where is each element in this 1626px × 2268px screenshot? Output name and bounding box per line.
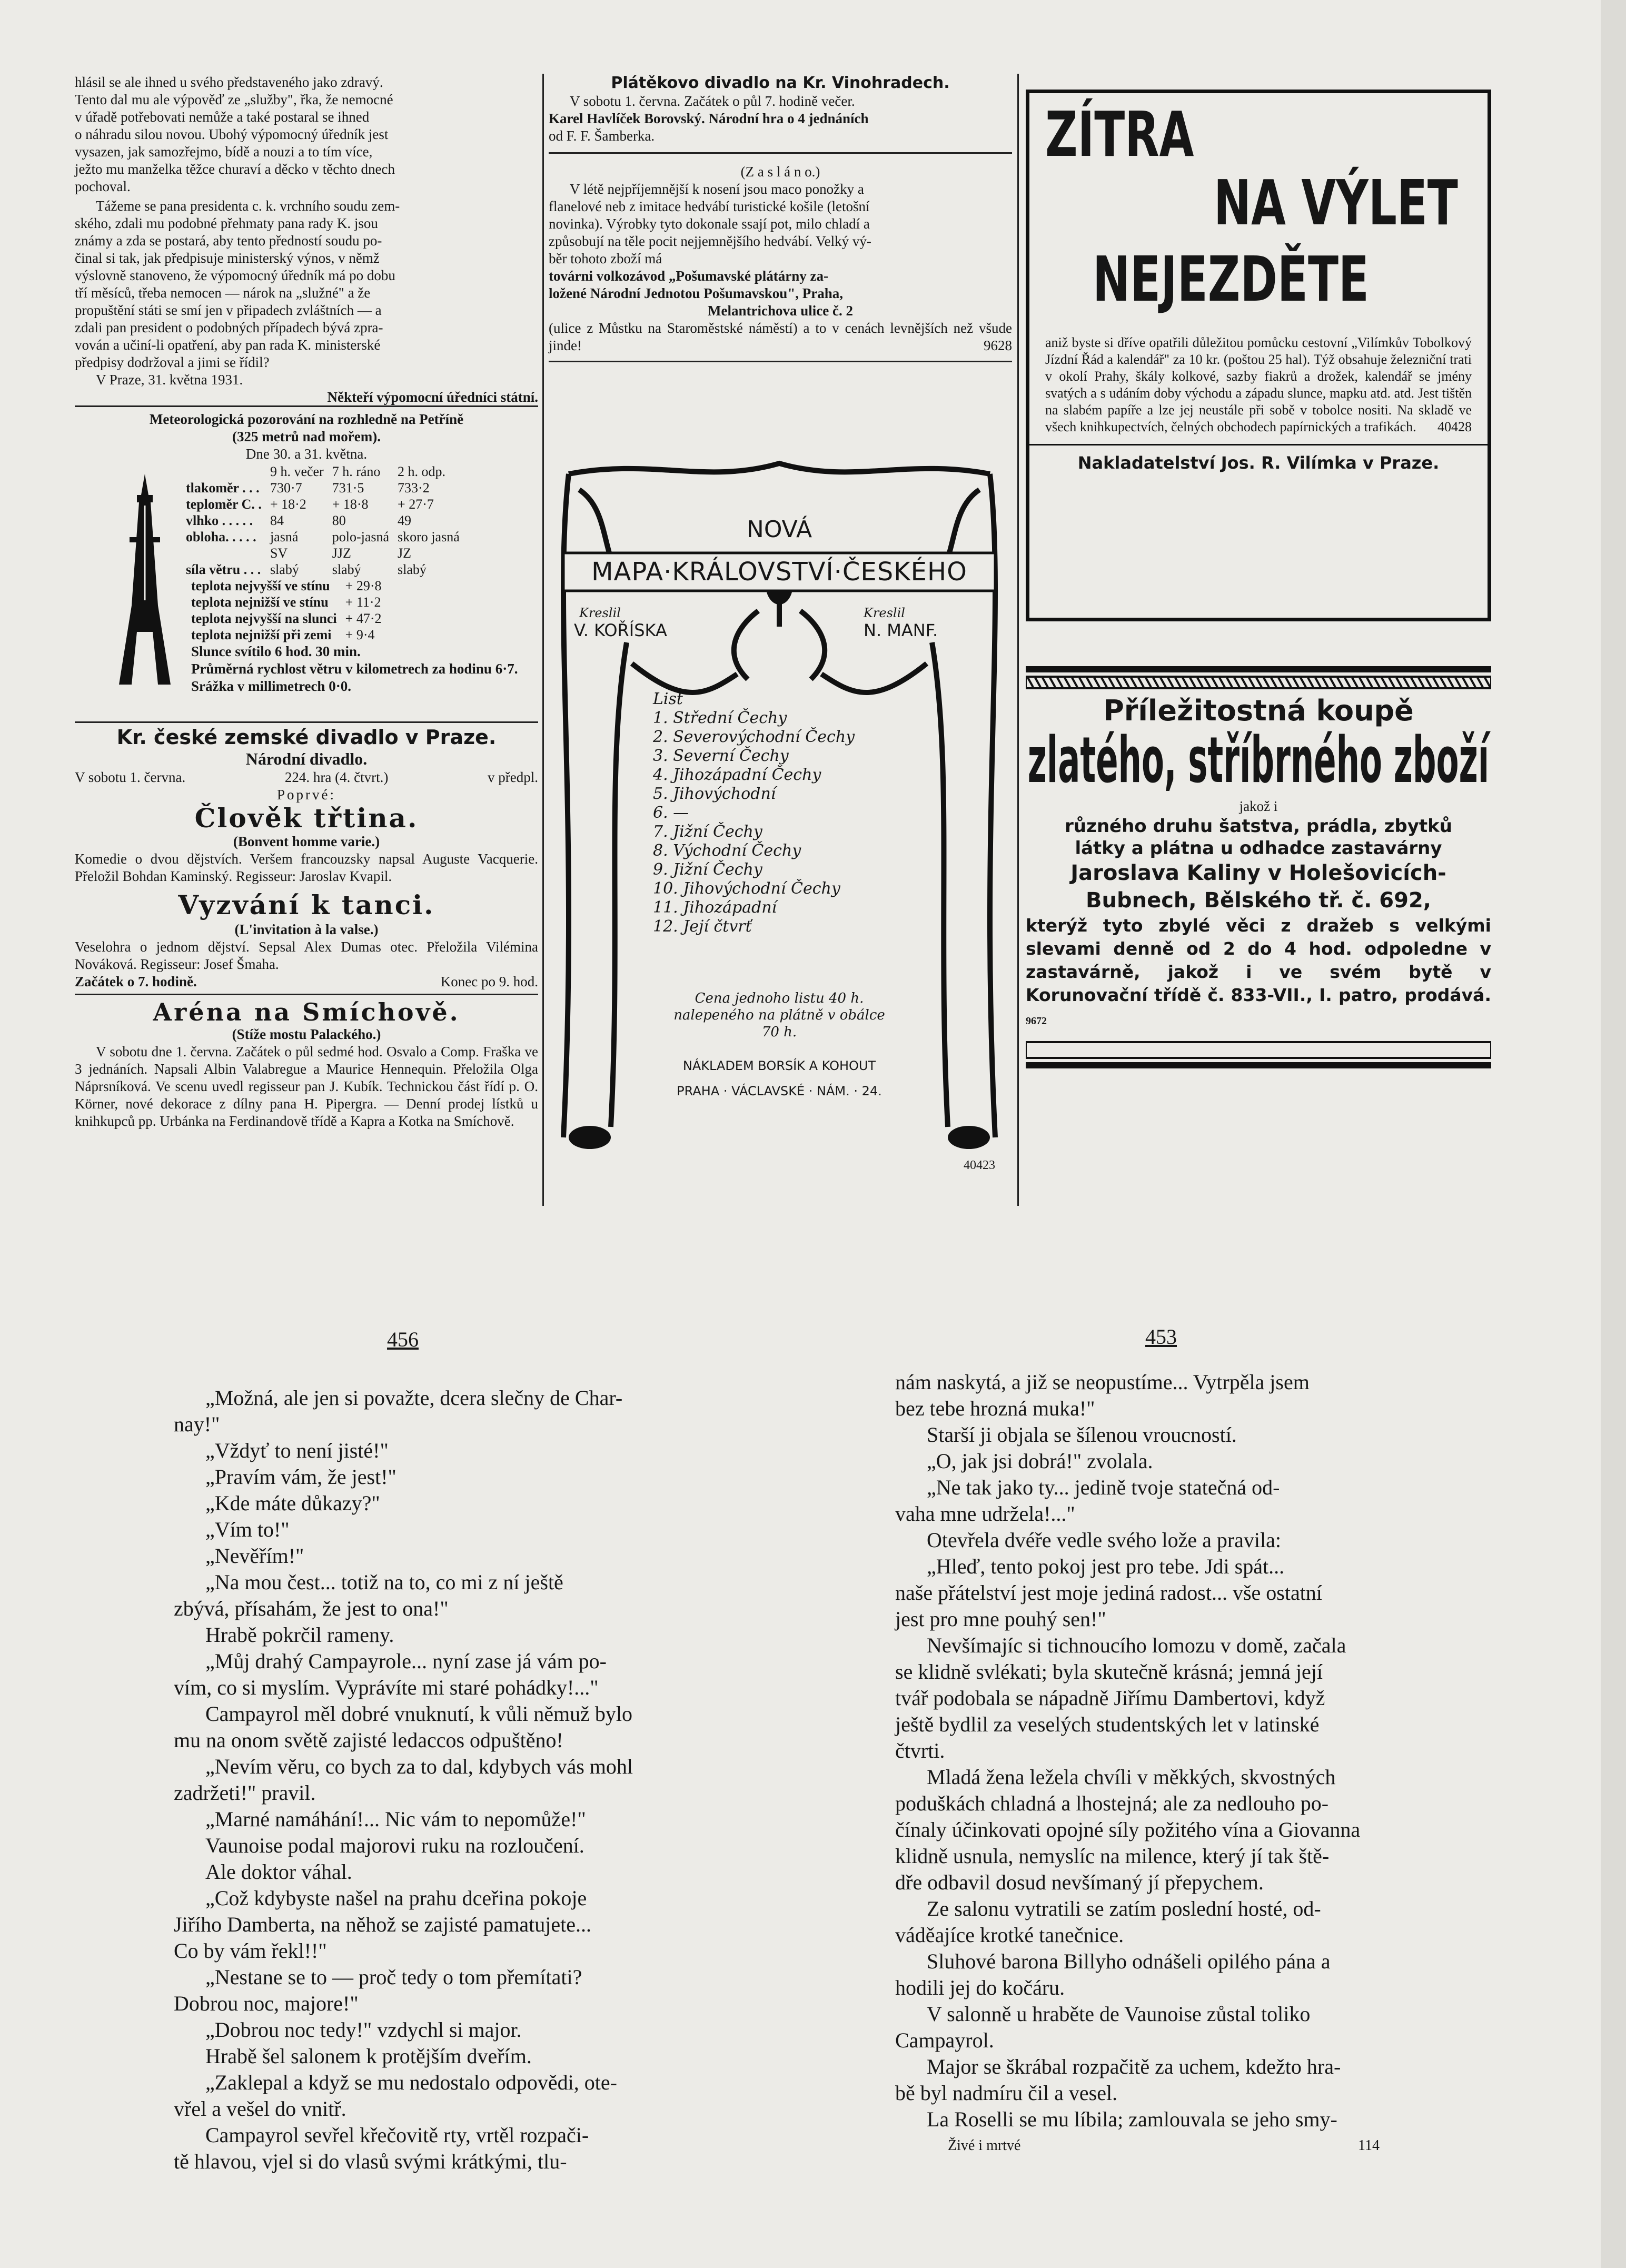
text-line: „Což kdybyste našel na prahu dceřina pokoje	[205, 1886, 587, 1910]
map-advertisement	[548, 453, 1011, 1185]
table-row	[182, 545, 464, 561]
text-line: V sobotu 1. června. Začátek o půl 7. hodině večer.	[570, 93, 855, 109]
ad-jakoz: jakož i	[1239, 798, 1278, 814]
text-line: zadržeti!" pravil.	[174, 1781, 316, 1805]
cell: skoro jasná	[398, 529, 460, 544]
cell: 731·5	[332, 480, 364, 496]
divider	[75, 994, 538, 995]
text-line: poduškách chladná a lhostejná; ale za nedlouho po-	[895, 1791, 1329, 1815]
cell: obloha. . . . .	[186, 529, 256, 544]
text-line: Hrabě šel salonem k protějším dveřím.	[205, 2044, 532, 2068]
text-line: ložené Národní Jednotou Pošumavskou", Praha,	[549, 285, 844, 301]
text-line: Mladá žena ležela chvíli v měkkých, skvostných	[927, 1765, 1336, 1789]
divider	[75, 405, 538, 407]
play1-description: Komedie o dvou dějstvích. Veršem francouzsky napsal Auguste Vacquerie. Přeložil Bohdan Kaminský. Regisseur: Jaroslav Kvapil.	[75, 851, 538, 884]
ad-body	[1026, 914, 1491, 1033]
text-line: tvář podobala se nápadně Jiřímu Dambertovi, když	[895, 1686, 1325, 1710]
list-item: 10. Jihovýchodní Čechy	[653, 879, 840, 898]
ad-code: 40423	[964, 1158, 995, 1172]
divider	[1029, 444, 1488, 445]
text-line: činal si tak, jak předpisuje ministerský výnos, v němž	[75, 250, 380, 266]
meteo-rain: Srážka v millimetrech 0·0.	[191, 678, 351, 694]
text-line: „Možná, ale jen si považte, dcera slečny de Char-	[205, 1386, 623, 1410]
second-paragraph	[75, 197, 538, 371]
price-line: 70 h.	[761, 1024, 797, 1040]
zaslano-label: (Z a s l á n o.)	[740, 164, 820, 180]
cell: 49	[398, 513, 412, 528]
text-line: známy a zda se postará, aby tento předností soudu po-	[75, 233, 382, 249]
table-row	[187, 610, 385, 627]
text-line: „Marné namáhání!... Nic vám to nepomůže!"	[205, 1807, 586, 1831]
table-row	[182, 480, 464, 496]
ad-headline-1: ZÍTRA	[1045, 98, 1194, 171]
text-line: o náhradu silou novou. Ubohý výpomocný úředník jest	[75, 126, 389, 142]
cell: slabý	[332, 562, 361, 577]
table-row	[182, 496, 464, 512]
cell: + 18·2	[270, 497, 306, 512]
meteo-title: Meteorologická pozorování na rozhledně na Petříně	[149, 411, 464, 427]
text-line: Dobrou noc, majore!"	[174, 1992, 359, 2015]
text-line: Co by vám řekl!!"	[174, 1939, 327, 1963]
text-line: vím, co si myslím. Vyprávíte mi staré pohádky!..."	[174, 1676, 599, 1699]
dateline: V Praze, 31. května 1931.	[96, 372, 243, 388]
text-line: Starší ji objala se šílenou vroucností.	[927, 1423, 1237, 1447]
arena-description: V sobotu dne 1. června. Začátek o půl sedmé hod. Osvalo a Comp. Fraška ve 3 jednáních. Napsali Albin Valabregue a Maurice Hennequin. Přeložila Olga Náprsníková. Ve scenu uvedl regisseur pan J. Kubík. Technickou část řídí p. O. Körner, nové dekorace z dílny pana H. Pipergra. — Denní prodej lístků u knihkupců pp. Urbánka na Ferdinandově třídě a Kapra a Kotka na Smíchově.	[75, 1044, 538, 1129]
cell: teplota nejnižší ve stínu	[191, 595, 329, 610]
text-line: Tážeme se pana presidenta c. k. vrchního soudu zem-	[96, 198, 400, 214]
text-line: váděajíce krotké tanečnice.	[895, 1923, 1124, 1947]
text-line: klidně usnula, nemyslíc na milence, který jí tak ště-	[895, 1844, 1330, 1868]
text-line: vysazen, jak samozřejmo, bídě a nouzi a to tím více,	[75, 144, 373, 160]
divider	[75, 721, 538, 723]
theatre-heading: Kr. české zemské divadlo v Praze.	[116, 726, 497, 749]
text-line: „Kde máte důkazy?"	[205, 1491, 380, 1515]
meteo-table-wrap	[182, 463, 539, 695]
text-line: naše přátelství jest moje jediná radost... vše ostatní	[895, 1581, 1322, 1605]
right-book-page	[895, 1369, 1443, 2159]
date: V sobotu 1. června.	[75, 769, 186, 785]
cell: JJZ	[332, 546, 351, 561]
theatre-date-line	[75, 769, 538, 786]
cell: 733·2	[398, 480, 430, 496]
text-line: nám naskytá, a již se neopustíme... Vytrpěla jsem	[895, 1370, 1310, 1394]
cell: 80	[332, 513, 346, 528]
ad-headline-3: NEJEZDĚTE	[1093, 243, 1369, 315]
cell: teplota nejnižší při zemi	[191, 627, 332, 642]
map-ad-title: MAPA·KRÁLOVSTVÍ·ČESKÉHO	[591, 557, 967, 587]
page-footer	[895, 2133, 1443, 2159]
list-item: 11. Jihozápadní	[653, 898, 777, 917]
text-line: Karel Havlíček Borovský. Národní hra o 4 jednáních	[549, 111, 869, 126]
cell: + 27·7	[398, 497, 434, 512]
text-line: běr tohoto zboží má	[549, 251, 662, 266]
list-item: 6. —	[653, 804, 689, 822]
publisher-line: NÁKLADEM BORSÍK A KOHOUT	[682, 1058, 876, 1073]
ad-line: látky a plátna u odhadce zastavárny	[1075, 838, 1442, 859]
text-line: Hrabě pokrčil rameny.	[205, 1623, 394, 1647]
cell: + 9·4	[345, 627, 375, 642]
text-line: V létě nejpříjemnější k nosení jsou maco ponožky a	[570, 181, 864, 197]
vinohrady-title: Plátěkovo divadlo na Kr. Vinohradech.	[611, 74, 950, 92]
text-line: Melantrichova ulice č. 2	[708, 303, 853, 319]
text-line: tří měsíců, třeba nemocen — nárok na „služné" a že	[75, 285, 371, 301]
meteo-table	[182, 463, 464, 578]
text-line: zdali pan president o podobných případech bývá zpra-	[75, 320, 383, 335]
signature: Někteří výpomocní úředníci státní.	[327, 389, 538, 405]
play2-times	[75, 973, 538, 991]
cell: vlhko . . . . .	[186, 513, 253, 528]
play2-title: Vyzvání k tanci.	[178, 889, 435, 920]
price-line: nalepeného na plátně v obálce	[673, 1007, 885, 1023]
text-line: vřel a vešel do vnitř.	[174, 2097, 346, 2121]
ad-name: Bubnech, Bělského tř. č. 692,	[1086, 888, 1431, 913]
text-line: Ale doktor váhal.	[205, 1860, 352, 1884]
text-line: ského, zdali mu podobné přehmaty pana rady K. jsou	[75, 215, 378, 231]
list-item: 3. Severní Čechy	[653, 747, 789, 765]
lead-paragraph	[75, 74, 538, 195]
ad-title: Příležitostná koupě	[1103, 694, 1414, 727]
petrin-tower-icon	[116, 474, 174, 690]
list-item: 2. Severovýchodní Čechy	[653, 728, 855, 746]
scan-edge	[1601, 0, 1626, 2268]
cell: + 11·2	[345, 595, 381, 610]
text-line: Vaunoise podal majorovi ruku na rozloučení.	[205, 1834, 584, 1857]
text-line: hodili jej do kočáru.	[895, 1976, 1065, 1999]
left-column	[75, 74, 538, 406]
text-line: „Ne tak jako ty... jedině tvoje statečná od-	[927, 1475, 1280, 1499]
text-line: od F. F. Šamberka.	[549, 128, 655, 144]
column-divider	[1017, 74, 1019, 1206]
engraver-name: N. MANF.	[864, 620, 938, 640]
text-line: čínaly účinkovati opojné síly požitého vína a Giovanna	[895, 1818, 1361, 1841]
publisher-block	[642, 1053, 916, 1104]
cell	[182, 545, 266, 561]
middle-column	[549, 74, 1012, 369]
arena-title: Aréna na Smíchově.	[153, 998, 460, 1026]
text-line: V salonně u hraběte de Vaunoise zůstal toliko	[927, 2002, 1311, 2026]
header-cell	[182, 463, 266, 480]
text-line: Nevšímajíc si tichnoucího lomozu v domě, začala	[927, 1633, 1346, 1657]
ad-bottom-border	[1026, 1038, 1491, 1069]
meteo-wind: Průměrná rychlost větru v kilometrech za hodinu 6·7.	[191, 661, 518, 677]
cell: + 47·2	[345, 611, 382, 626]
factory-tail-text: (ulice z Můstku na Staroměstské náměstí) a to v cenách levnějších než všude jinde!	[549, 320, 1012, 353]
premiere-label: Poprvé:	[277, 787, 336, 803]
text-line: „Pravím vám, že jest!"	[205, 1465, 396, 1489]
arena-sub: (Stíže mostu Palackého.)	[232, 1026, 381, 1042]
start-time: Začátek o 7. hodině.	[75, 974, 197, 989]
text-line: pochoval.	[75, 179, 131, 194]
header-cell: 2 h. odp.	[398, 464, 446, 479]
text-line: „Nestane se to — proč tedy o tom přemítati?	[205, 1965, 582, 1989]
list-item: 4. Jihozápadní Čechy	[653, 766, 821, 784]
divider	[549, 361, 1012, 362]
text-line: v úřadě potřebovati nemůže a také postaral se ihned	[75, 109, 370, 125]
text-line: „Hleď, tento pokoj jest pro tebe. Jdi spát...	[927, 1554, 1285, 1578]
ad-big-headline: zlatého, stříbrného zboží	[1027, 724, 1490, 797]
table-row	[182, 529, 464, 545]
header-cell: 9 h. večer	[270, 464, 324, 479]
text-line: Major se škrábal rozpačitě za uchem, kdežto hra-	[927, 2055, 1341, 2078]
text-line: „Nevím věru, co bych za to dal, kdybych vás mohl	[205, 1755, 633, 1778]
cell: teplota nejvyšší ve stínu	[191, 578, 330, 593]
ad-headline-2: NA VÝLET	[1214, 166, 1458, 239]
cell: síla větru . . .	[186, 562, 261, 577]
cell: teploměr C. .	[186, 497, 262, 512]
footer-sheet-number: 114	[1358, 2137, 1380, 2154]
footer-title: Živé i mrtvé	[948, 2137, 1021, 2154]
text-line: bez tebe hrozná muka!"	[895, 1397, 1095, 1420]
cell: slabý	[398, 562, 427, 577]
factory-tail	[549, 320, 1012, 354]
theatre-section	[75, 726, 538, 1130]
text-line: se klidně svlékati; byla skutečně krásná; jemná její	[895, 1660, 1323, 1683]
cell: 84	[270, 513, 284, 528]
engraver-caption: Kreslil	[864, 606, 905, 620]
ad-line: různého druhu šatstva, prádla, zbytků	[1065, 816, 1452, 837]
column-divider	[542, 74, 544, 1206]
table-row	[182, 463, 464, 480]
text-line: „Na mou čest... totiž na to, co mi z ní ještě	[205, 1570, 563, 1594]
train-schedule-ad	[1026, 90, 1491, 621]
text-line: způsobují na těle pocit nejjemnějšího hedvábí. Velký vý-	[549, 233, 871, 249]
ad-top-border	[1026, 666, 1491, 692]
text-line: zbývá, přísahám, že jest to ona!"	[174, 1597, 449, 1620]
sheet-list	[653, 690, 927, 936]
price-block	[642, 990, 916, 1041]
list-item: 7. Jižní Čechy	[653, 823, 762, 841]
text-line: továrni volkozávod „Pošumavské plátárny za-	[549, 268, 829, 284]
text-line: „Vím to!"	[205, 1518, 290, 1541]
text-line: Campayrol měl dobré vnuknutí, k vůli němuž bylo	[205, 1702, 632, 1726]
price-line: Cena jednoho listu 40 h.	[695, 991, 864, 1006]
ad-code: 9672	[1026, 1015, 1047, 1027]
text-line: „Zaklepal a když se mu nedostalo odpovědi, ote-	[205, 2071, 617, 2094]
ad-big-wrap	[1026, 724, 1491, 797]
text-line: ještě bydlil za veselých studentských let v latinské	[895, 1712, 1320, 1736]
text-line: „O, jak jsi dobrá!" zvolala.	[927, 1449, 1153, 1473]
divider	[549, 152, 1012, 154]
text-line: tě hlavou, vjel si do vlasů svými krátkými, tlu-	[174, 2150, 567, 2173]
cell: JZ	[398, 546, 412, 561]
play1-title: Člověk třtina.	[194, 803, 419, 834]
ad-body-text: kterýž tyto zbylé věci z dražeb s velkými slevami denně od 2 do 4 hod. odpoledne v zastavárně, jakož i ve svém bytě v Korunovační třídě č. 833-VII., I. patro, prodává.	[1026, 915, 1491, 1005]
header-cell: 7 h. ráno	[332, 464, 381, 479]
text-line: Tento dal mu ale výpověď ze „služby", řka, že nemocné	[75, 92, 393, 107]
subscription: v předpl.	[488, 769, 538, 785]
left-page-number: 456	[387, 1328, 419, 1351]
ad-code: 9628	[984, 338, 1012, 353]
text-line: „Vždyť to není jisté!"	[205, 1439, 389, 1462]
text-line: vován a učiní-li opatření, aby pan rada K. ministerské	[75, 337, 381, 353]
cell: slabý	[270, 562, 299, 577]
text-line: Sluhové barona Billyho odnášeli opilého pána a	[927, 1949, 1331, 1973]
text-line: novinka). Výrobky tyto dokonale ssají pot, milo chladí a	[549, 216, 870, 232]
ad-body	[1045, 334, 1472, 435]
theatre-sub: Národní divadlo.	[245, 749, 368, 768]
table-row	[182, 512, 464, 529]
left-book-page	[174, 1385, 700, 2175]
performance-number: 224. hra (4. čtvrt.)	[284, 769, 389, 785]
text-line: flanelové neb z imitace hedvábí turistické košile (letošní	[549, 199, 870, 214]
text-line: propuštění státi se smí jen v připadech zvláštních — a	[75, 302, 382, 318]
cell: jasná	[270, 529, 299, 544]
table-row	[182, 561, 464, 578]
text-line: Campayrol sevřel křečovitě rty, vrtěl rozpači-	[205, 2123, 589, 2147]
end-time: Konec po 9. hod.	[440, 974, 538, 989]
ad-body-text: aniž byste si dříve opatřili důležitou pomůcku cestovní „Vilímkův Tobolkový Jízdní Řád a kalendář" za 10 kr. (poštou 25 hal). Týž obsahuje železniční trati v okolí Prahy, škály kolkové, sazby fiakrů a drožek, kalendář se jmény svatých a s udáním doby východu a západu slunce, mapku atd. atd. Jest tištěn na slabém papíře a lze jej neustále při sobě v tobolce nositi. Na skladě ve všech knihkupectvích, čelných obchodech papírnických a trafikách.	[1045, 335, 1472, 434]
text-line: Jiřího Damberta, na něhož se zajisté pamatujete...	[174, 1913, 592, 1936]
table-row	[187, 594, 385, 610]
meteo-extremes	[187, 578, 385, 643]
text-line: Otevřela dvéře vedle svého lože a pravila:	[927, 1528, 1282, 1552]
text-line: hlásil se ale ihned u svého představeného jako zdravý.	[75, 74, 383, 90]
author-name: V. KOŘÍSKA	[574, 620, 667, 640]
right-page-number: 453	[1145, 1325, 1177, 1349]
meteo-altitude: (325 metrů nad mořem).	[232, 429, 381, 444]
table-row	[187, 627, 385, 643]
author-caption: Kreslil	[579, 606, 621, 620]
meteo-sunshine: Slunce svítilo 6 hod. 30 min.	[191, 643, 361, 659]
play2-description: Veselohra o jednom dějství. Sepsal Alex Dumas otec. Přeložila Vilémina Nováková. Regisseur: Josef Šmaha.	[75, 939, 538, 972]
list-item: 1. Střední Čechy	[653, 709, 787, 727]
cell: + 18·8	[332, 497, 369, 512]
table-row	[187, 578, 385, 594]
text-line: předpisy dodržoval a jimi se řídil?	[75, 354, 270, 370]
text-line: ježto mu manželka těžce churaví a děcko v těchto dnech	[75, 161, 395, 177]
text-line: Campayrol.	[895, 2028, 994, 2052]
text-line: jest pro mne pouhý sen!"	[895, 1607, 1106, 1631]
cell: SV	[270, 546, 288, 561]
text-line: nay!"	[174, 1412, 220, 1436]
cell: polo-jasná	[332, 529, 390, 544]
list-item: 8. Východní Čechy	[653, 841, 801, 860]
text-line: Ze salonu vytratili se zatím poslední hosté, od-	[927, 1897, 1321, 1920]
map-ad-top: NOVÁ	[746, 516, 812, 543]
ad-code: 40428	[1437, 419, 1472, 434]
text-line: dře odbavil dosud nevšímaný jí přepychem.	[895, 1870, 1264, 1894]
text-line: vaha mne udržela!..."	[895, 1502, 1075, 1526]
ad-name: Jaroslava Kaliny v Holešovicích-	[1070, 861, 1446, 885]
text-line: bě byl nadmíru čil a vesel.	[895, 2081, 1118, 2105]
publisher-line: PRAHA · VÁCLAVSKÉ · NÁM. · 24.	[677, 1084, 882, 1098]
meteo-section	[75, 411, 538, 463]
ad-publisher: Nakladatelství Jos. R. Vilímka v Praze.	[1077, 453, 1440, 473]
list-item: 12. Její čtvrť	[653, 917, 752, 936]
cell: + 29·8	[345, 578, 382, 593]
list-item: 5. Jihovýchodní	[653, 785, 776, 803]
cell: 730·7	[270, 480, 302, 496]
text-line: čtvrti.	[895, 1739, 945, 1762]
list-item: 9. Jižní Čechy	[653, 860, 762, 879]
text-line: výslovně stanoveno, že výpomocný úředník má po dobu	[75, 268, 395, 283]
text-line: La Roselli se mu líbila; zamlouvala se jeho smy-	[927, 2107, 1337, 2131]
text-line: „Nevěřím!"	[205, 1544, 304, 1568]
text-line: „Dobrou noc tedy!" vzdychl si major.	[205, 2018, 522, 2042]
play2-original-title: (L'invitation à la valse.)	[234, 922, 379, 937]
meteo-dates: Dne 30. a 31. května.	[245, 446, 368, 462]
text-line: „Můj drahý Campayrole... nyní zase já vám po-	[205, 1649, 607, 1673]
cell: tlakoměr . . .	[186, 480, 260, 496]
text-line: mu na onom světě zajisté ledaccos odpuštěno!	[174, 1728, 563, 1752]
list-intro: List	[653, 690, 683, 708]
play1-original-title: (Bonvent homme varie.)	[233, 834, 380, 849]
cell: teplota nejvyšší na slunci	[191, 611, 337, 626]
pawn-shop-ad	[1026, 666, 1491, 1193]
